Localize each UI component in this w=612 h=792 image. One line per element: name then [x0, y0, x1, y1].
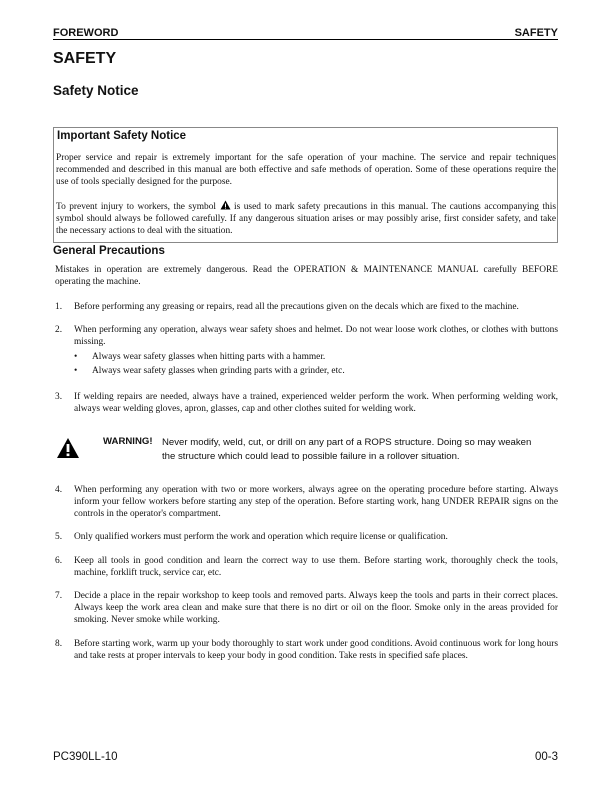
- list-item: [55, 638, 558, 662]
- list-item: [55, 301, 558, 313]
- header-section-right: SAFETY: [514, 27, 558, 39]
- warning-label: WARNING!: [103, 436, 153, 447]
- notice-heading: Important Safety Notice: [57, 130, 187, 142]
- item-text: Only qualified workers must perform the work and operation which require license or qualification.: [74, 532, 448, 542]
- bullet-text: Always wear safety glasses when hitting parts with a hammer.: [92, 352, 326, 362]
- item-number: 3.: [55, 392, 63, 402]
- list-item: [55, 391, 558, 415]
- item-text: If welding repairs are needed, always have a trained, experienced welder perform the work. When performing welding work, always wear welding gloves, apron, glasses, cap and other clothes suited for welding work.: [74, 392, 558, 414]
- bullet-item: [74, 351, 558, 363]
- item-number: 8.: [55, 639, 63, 649]
- notice-paragraph-2-start: To prevent injury to workers, the symbol: [56, 202, 217, 212]
- general-intro: Mistakes in operation are extremely dangerous. Read the OPERATION & MAINTENANCE MANUAL carefully BEFORE operating the machine.: [55, 265, 558, 287]
- item-number: 2.: [55, 325, 63, 335]
- notice-paragraph-2: [56, 200, 556, 237]
- bullet-item: [74, 365, 558, 377]
- list-item: [55, 484, 558, 520]
- bullet-glyph: •: [74, 366, 78, 376]
- warning-text: Never modify, weld, cut, or drill on any part of a ROPS structure. Doing so may weaken the structure which could lead to possible failure in a rollover situation.: [162, 437, 532, 462]
- footer-model: PC390LL-10: [53, 751, 118, 763]
- list-item: [55, 531, 558, 543]
- notice-paragraph-1: Proper service and repair is extremely important for the safe operation of your machine. The service and repair techniques recommended and described in this manual are both effective and safe methods of operation. Some of these operations require the use of tools specially designed for the purpose.: [56, 153, 556, 187]
- item-text: When performing any operation with two or more workers, always agree on the operating procedure before starting. Always inform your fellow workers before starting any step of the operation. Before starting work, hang UNDER REPAIR signs on the controls in the operator's compartment.: [74, 485, 558, 519]
- page-title: SAFETY: [53, 50, 117, 67]
- item-number: 6.: [55, 556, 63, 566]
- header-rule: [53, 39, 558, 40]
- notice-paragraph-2-end: is used to mark safety precautions in this manual. The cautions accompanying this symbol should always be followed carefully. If any dangerous situation arises or may possibly arise, first consider safety, and take the necessary actions to deal with the situation.: [56, 202, 556, 236]
- bullet-glyph: •: [74, 352, 78, 362]
- header-section-left: FOREWORD: [53, 27, 119, 39]
- item-number: 4.: [55, 485, 63, 495]
- important-safety-notice-box: [53, 127, 558, 243]
- footer-page-number: 00-3: [534, 751, 558, 763]
- list-item: [55, 324, 558, 348]
- item-number: 5.: [55, 532, 63, 542]
- section-title: Safety Notice: [53, 83, 139, 98]
- bullet-text: Always wear safety glasses when grinding parts with a grinder, etc.: [92, 366, 345, 376]
- list-item: [55, 555, 558, 579]
- item-text: Before performing any greasing or repairs, read all the precautions given on the decals which are fixed to the machine.: [74, 302, 519, 312]
- warning-triangle-icon: [56, 437, 80, 459]
- general-precautions-heading: General Precautions: [53, 245, 165, 257]
- item-text: Before starting work, warm up your body thoroughly to start work under good conditions. Avoid continuous work for long hours and take rests at proper intervals to keep your body in good condition. Take rests in specified safe places.: [74, 639, 558, 661]
- list-item: [55, 590, 558, 626]
- item-text: When performing any operation, always wear safety shoes and helmet. Do not wear loose work clothes, or clothes with buttons missing.: [74, 325, 558, 347]
- warning-block: [56, 437, 80, 464]
- item-number: 7.: [55, 591, 63, 601]
- item-text: Keep all tools in good condition and learn the correct way to use them. Before starting work, thoroughly check the tools, machine, forklift truck, service car, etc.: [74, 556, 558, 578]
- item-text: Decide a place in the repair workshop to keep tools and removed parts. Always keep the tools and parts in their correct places. Always keep the work area clean and make sure that there is no dirt or oil on the floor. Smoke only in the areas provided for smoking. Never smoke while working.: [74, 591, 558, 625]
- item-number: 1.: [55, 302, 63, 312]
- warning-triangle-icon: [220, 200, 231, 210]
